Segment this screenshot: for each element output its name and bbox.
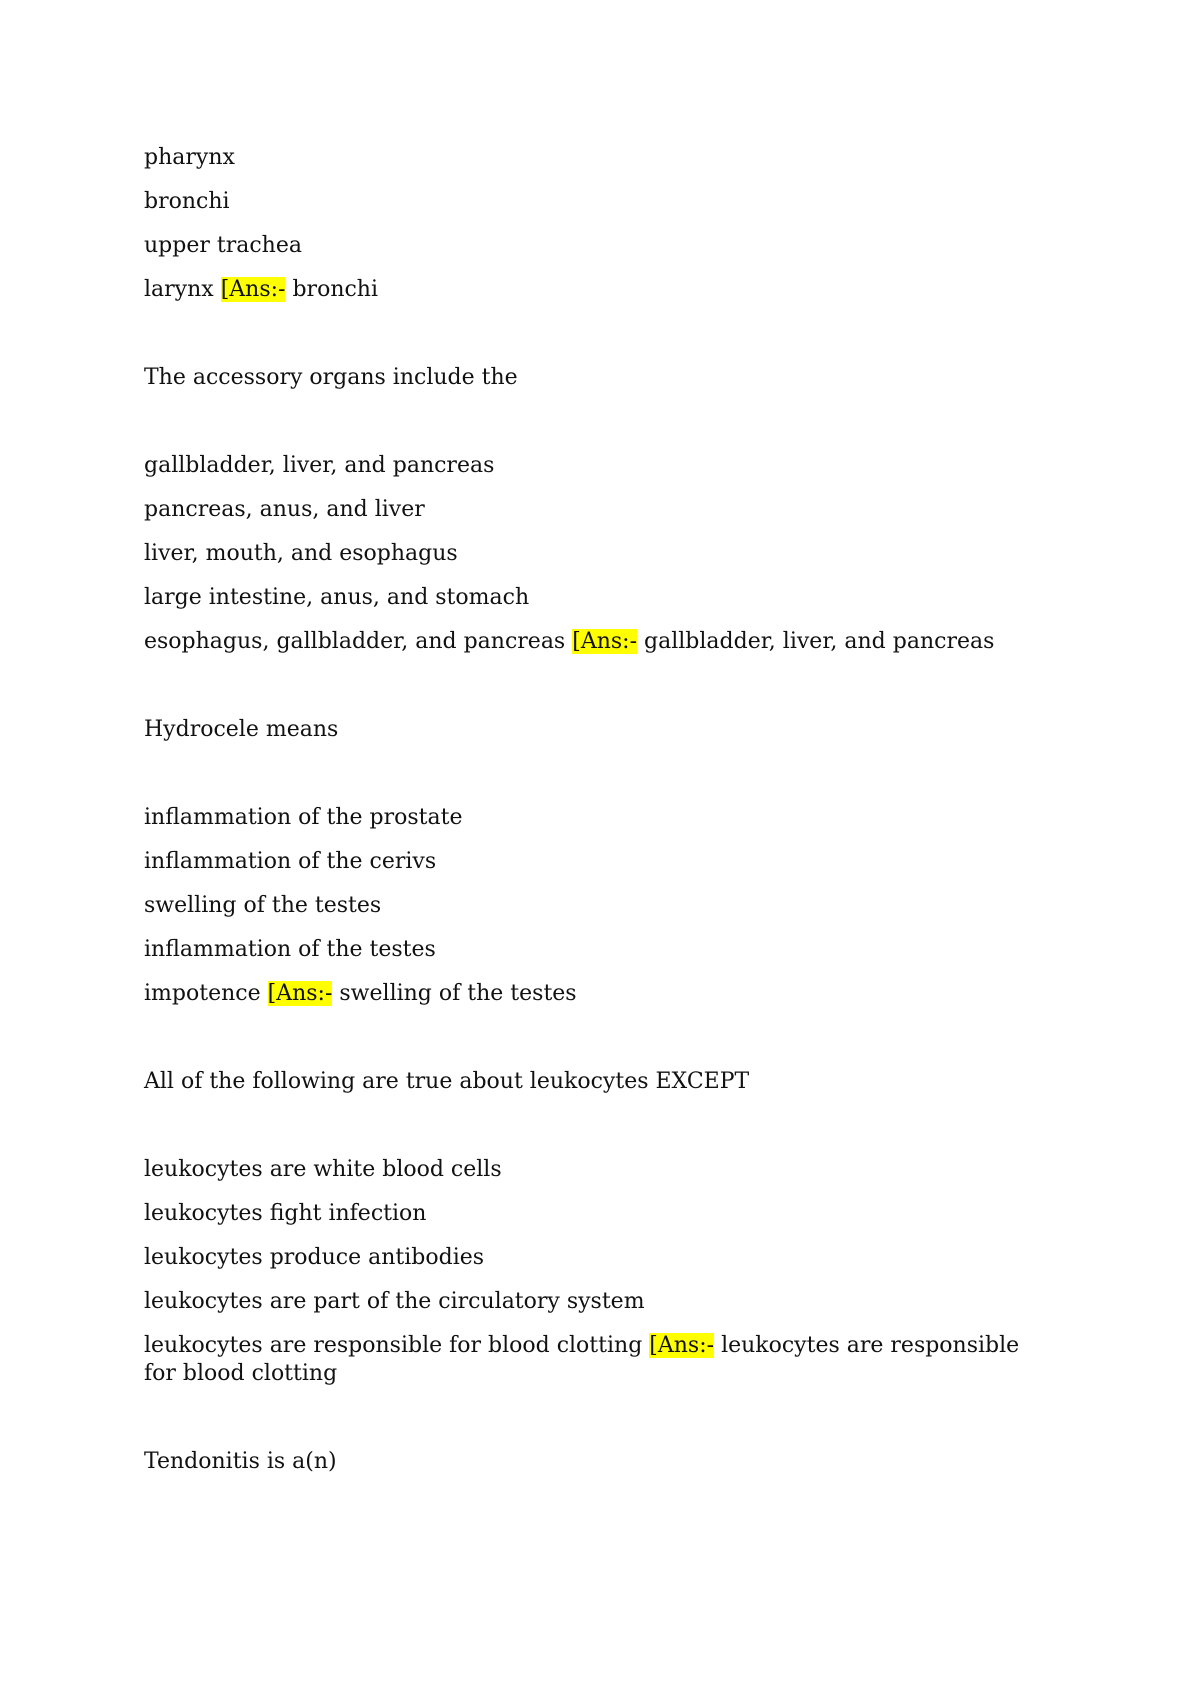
answer-text: bronchi [292, 277, 379, 302]
option: leukocytes fight infection [144, 1201, 427, 1226]
question-block [144, 364, 1044, 656]
answer-text: leukocytes are responsible for blood clotting [144, 1333, 1020, 1386]
question-block [144, 1068, 1044, 1388]
question-block [144, 716, 1044, 1008]
option-with-answer [144, 628, 1044, 656]
option-with-answer [144, 276, 1044, 304]
option: bronchi [144, 189, 230, 214]
answer-marker: [Ans:- [572, 629, 638, 654]
option: inflammation of the prostate [144, 805, 463, 830]
option-with-answer [144, 980, 1044, 1008]
document-content [144, 144, 1044, 1492]
question-block [144, 144, 1044, 304]
answer-marker: [Ans:- [220, 277, 286, 302]
question-text: Hydrocele means [144, 717, 339, 742]
option-text: leukocytes are responsible for blood clotting [144, 1333, 643, 1358]
option: inflammation of the testes [144, 937, 436, 962]
option: swelling of the testes [144, 893, 382, 918]
option-with-answer [144, 1332, 1044, 1388]
option: inflammation of the cerivs [144, 849, 437, 874]
answer-text: gallbladder, liver, and pancreas [644, 629, 995, 654]
answer-marker: [Ans:- [649, 1333, 715, 1358]
option: pharynx [144, 145, 235, 170]
option-text: impotence [144, 981, 261, 1006]
option: pancreas, anus, and liver [144, 497, 425, 522]
question-text: The accessory organs include the [144, 365, 518, 390]
option: leukocytes are white blood cells [144, 1157, 502, 1182]
answer-marker: [Ans:- [267, 981, 333, 1006]
option-text: esophagus, gallbladder, and pancreas [144, 629, 566, 654]
option: leukocytes are part of the circulatory system [144, 1289, 645, 1314]
option: leukocytes produce antibodies [144, 1245, 485, 1270]
option: gallbladder, liver, and pancreas [144, 453, 495, 478]
option: large intestine, anus, and stomach [144, 585, 530, 610]
option: liver, mouth, and esophagus [144, 541, 458, 566]
option: upper trachea [144, 233, 302, 258]
question-text: Tendonitis is a(n) [144, 1449, 337, 1474]
question-text: All of the following are true about leukocytes EXCEPT [144, 1069, 750, 1094]
answer-text: swelling of the testes [339, 981, 577, 1006]
option-text: larynx [144, 277, 214, 302]
